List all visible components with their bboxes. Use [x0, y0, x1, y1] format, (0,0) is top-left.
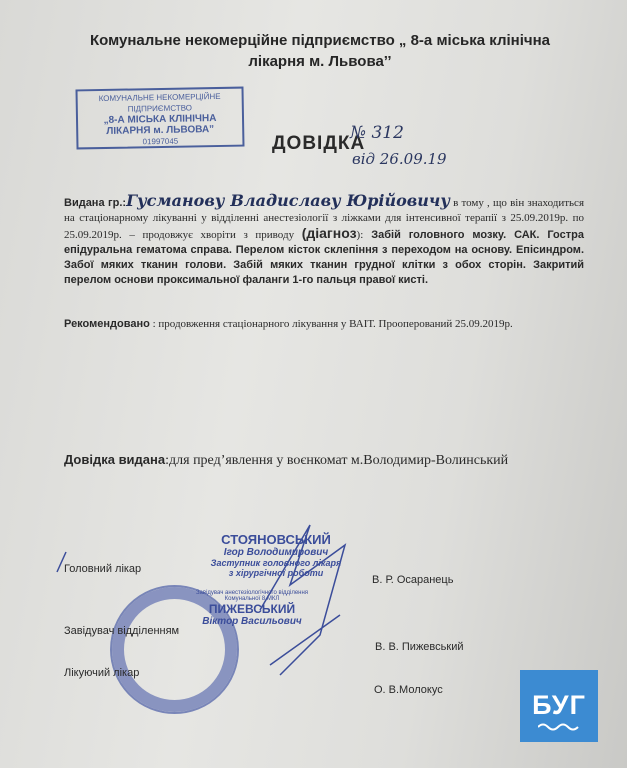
head-role: Завідувач відділенням — [64, 625, 180, 637]
patient-name: Гусманову Владиславу Юрійовичу — [126, 191, 450, 210]
document-date: від 26.09.19 — [352, 150, 447, 168]
document-title: ДОВІДКА — [272, 133, 366, 154]
chief-name: В. Р. Осаранець — [372, 574, 454, 586]
head-stamp: Завідувач анестезіологічного відділення Комунальної 8 МКЛ ПИЖЕВСЬКИЙ Віктор Васильович — [195, 590, 309, 627]
given-for: Довідка видана:для пред’явлення у воєнкомат м.Володимир-Волинський — [64, 452, 509, 468]
doctor-name: О. В.Молокус — [374, 684, 443, 696]
doctor-role: Лікуючий лікар — [64, 667, 140, 679]
wave-icon — [538, 722, 580, 732]
chief-role: Головний лікар — [64, 563, 142, 575]
diagnosis: Забій головного мозку. САК. Гостра епідуральна гематома справа. Перелом кісток склепіння з переходом на основу. Епісиндром. Забої мяких тканин голови. Забій мяких тканин грудної клітки з обох сторін. Закритий перелом основи проксимальної фаланги 1-го пальця правої кисті. — [64, 229, 584, 286]
rectangular-stamp: КОМУНАЛЬНЕ НЕКОМЕРЦІЙНЕ ПІДПРИЄМСТВО „8-А МІСЬКА КЛІНІЧНА ЛІКАРНЯ м. ЛЬВОВА” 01997045 — [75, 87, 244, 150]
deputy-stamp: СТОЯНОВСЬКИЙ Ігор Володимирович Заступник головного лікаря з хірургічної роботи — [210, 532, 342, 578]
organization-header: Комунальне некомерційне підприємство „ 8-а міська клінічна лікарня м. Львова’’ — [89, 32, 551, 70]
document-number: № 312 — [350, 123, 404, 143]
head-name: В. В. Пижевський — [375, 641, 464, 653]
issued-paragraph: Видана гр.:Гусманову Владиславу Юрійовичу в тому , що він знаходиться на стаціонарному лікуванні у відділенні анестезіології з ліжками для інтенсивної терапії з 25.09.2019р. по 25.09.2019р. – продовжує хворіти з приводу (діагноз): Забій головного мозку. САК. Гостра епідуральна гематома справа. Перелом кісток склепіння з переходом на основу. Епісиндром. Забої мяких тканин голови. Забій мяких тканин грудної клітки з обох сторін. Закритий перелом основи проксимальної фаланги 1-го пальця правої кисті. — [64, 191, 585, 286]
recommendation: Рекомендовано : продовження стаціонарного лікування у ВАІТ. Прооперований 25.09.2019р. — [64, 318, 513, 330]
bug-logo: БУГ — [520, 670, 598, 742]
